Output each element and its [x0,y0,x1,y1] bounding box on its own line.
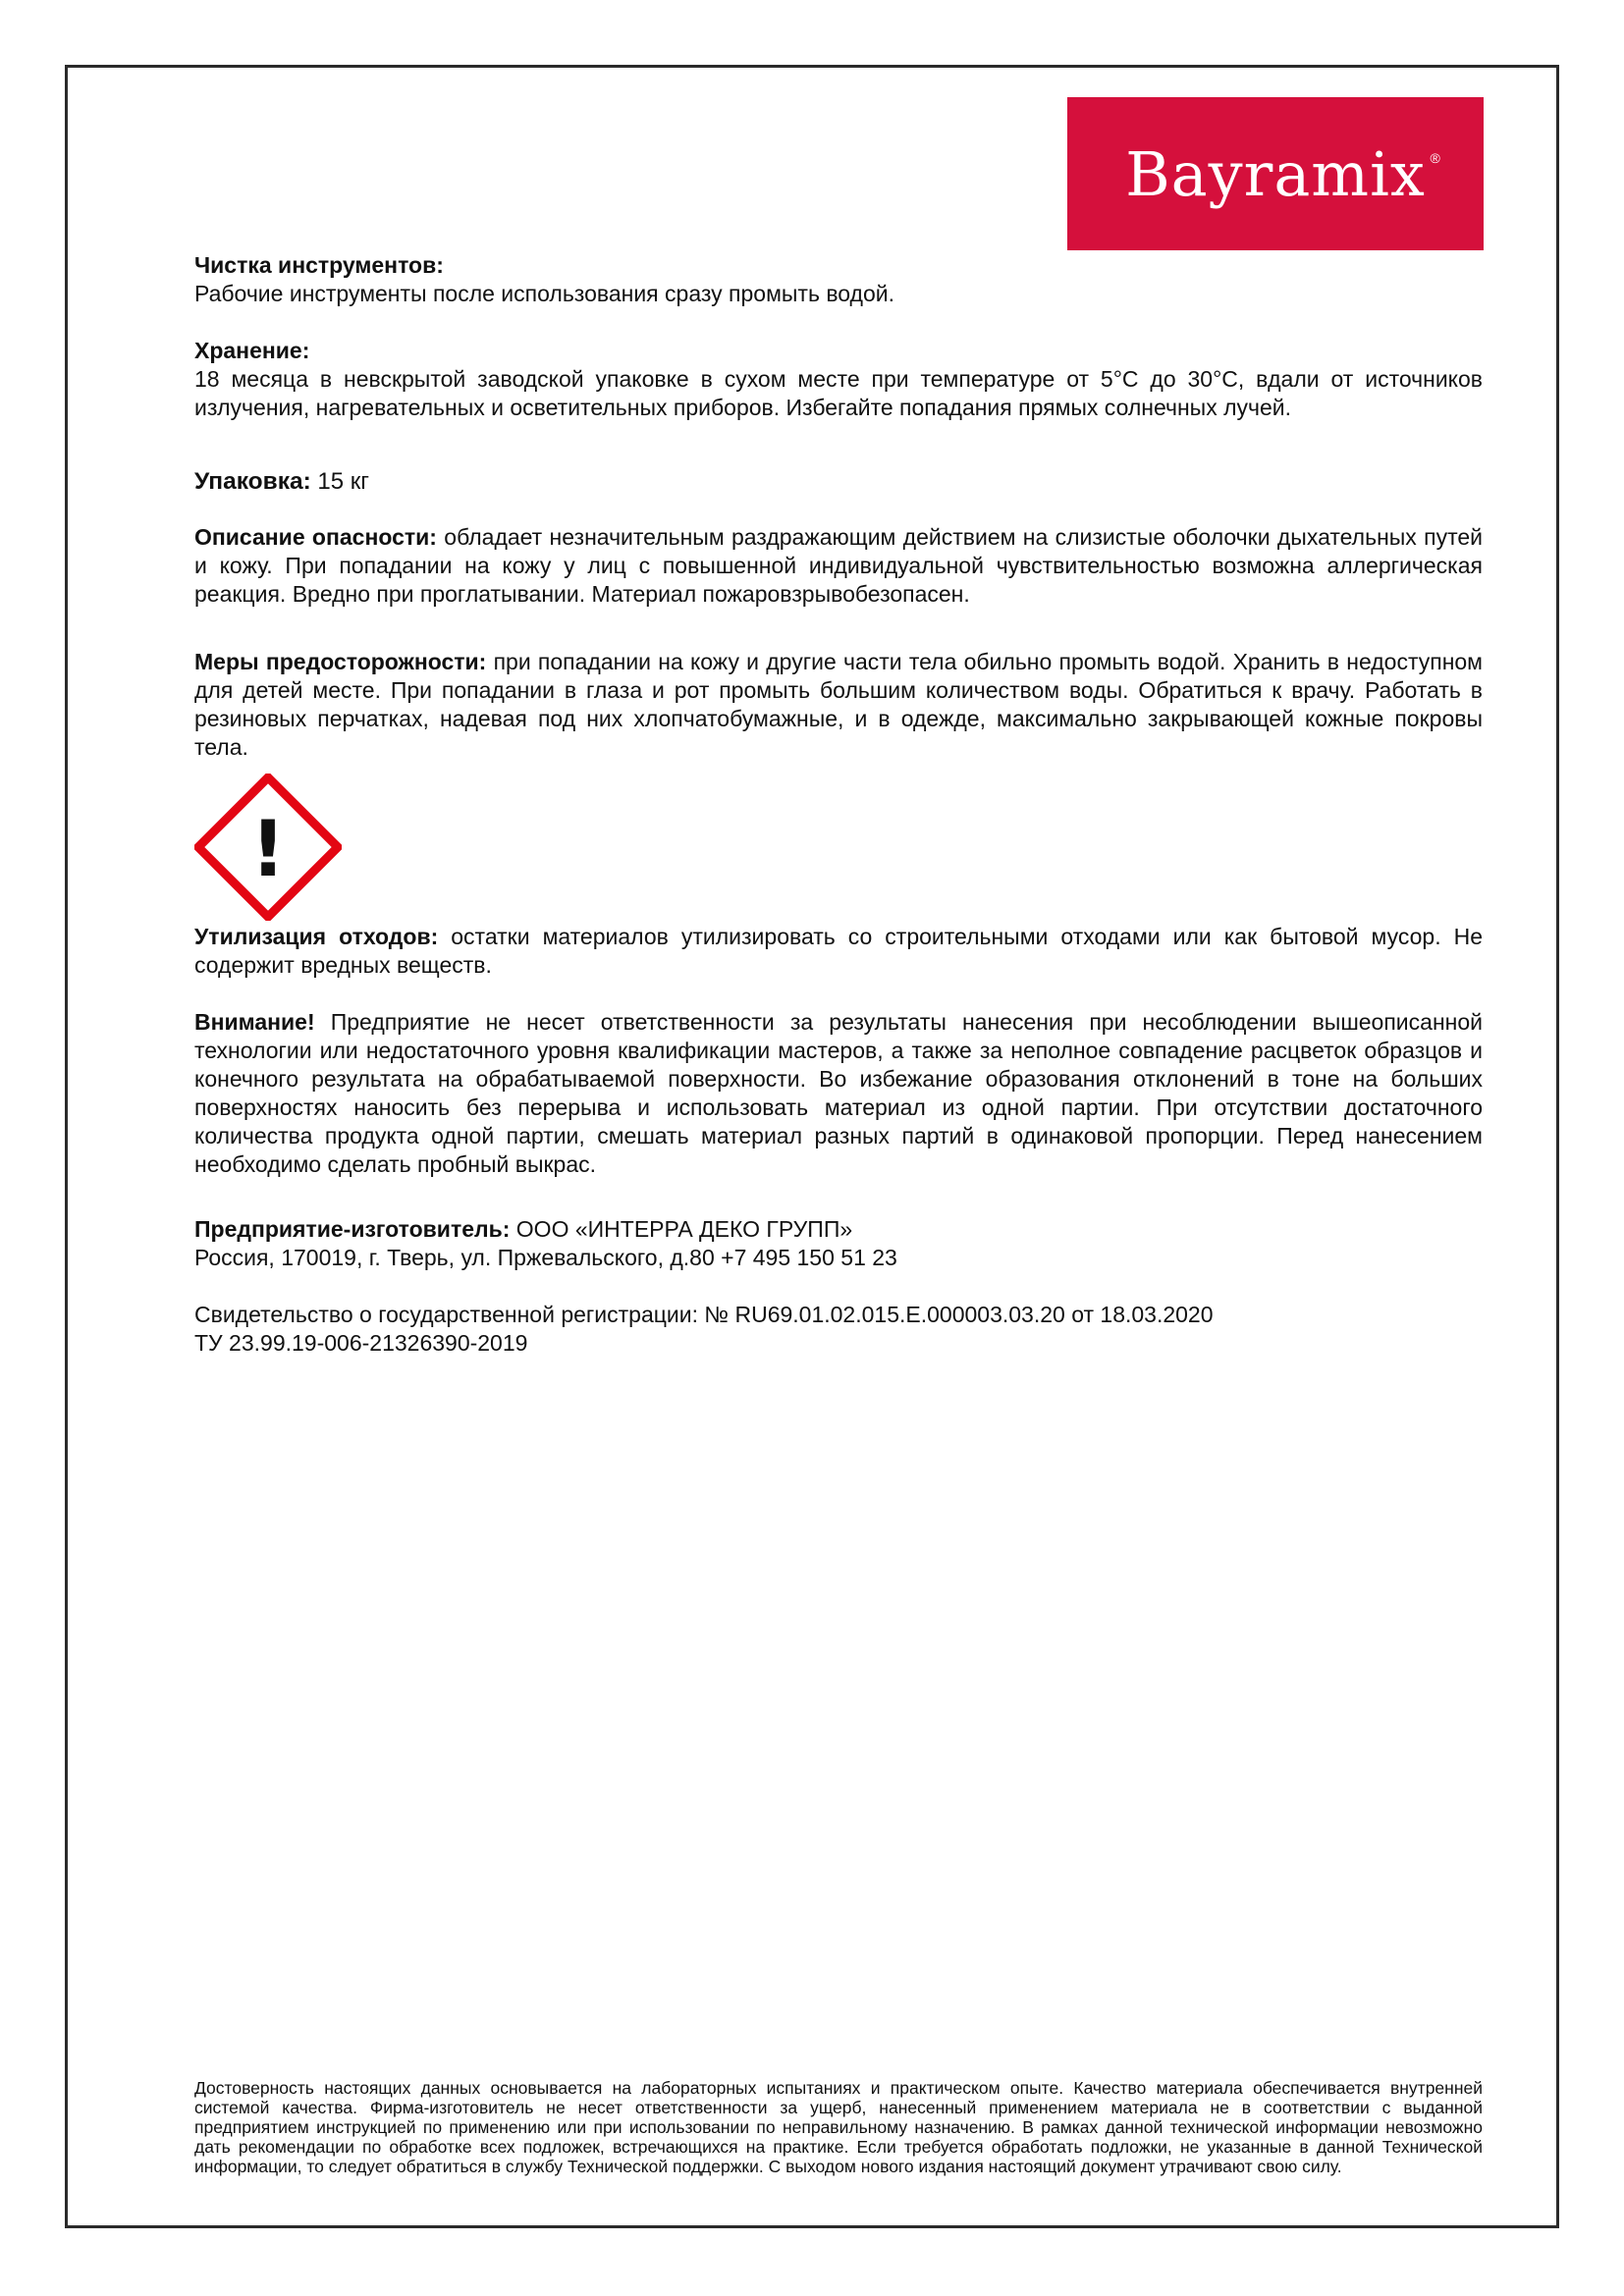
cleaning-section [194,251,1483,308]
storage-title: Хранение: [194,338,310,363]
hazard-description-text: обладает незначительным раздражающим действием на слизистые оболочки дыхательных путей и кожу. При попадании на кожу у лиц с повышенной индивидуальной чувствительностью возможна аллергическая реакция. Вредно при проглатывании. Материал пожаровзрывобезопасен. [194,524,1484,607]
cleaning-title: Чистка инструментов: [194,252,444,278]
disposal-label: Утилизация отходов: [194,924,439,949]
storage-section [194,337,1483,422]
registration-tu: ТУ 23.99.19-006-21326390-2019 [194,1330,528,1356]
footer-disclaimer: Достоверность настоящих данных основывается на лабораторных испытаниях и практическом опыте. Качество материала обеспечивается внутренней системой качества. Фирма-изготовитель не несет ответственности за ущерб, нанесенный применением материала не в соответствии с выданной предприятием инструкцией по применению или при использовании по неправильному назначению. В рамках данной технической информации невозможно дать рекомендации по обработке всех подложек, встречающихся на практике. Если требуется обработать подложки, не указанные в данной Технической информации, то следует обратиться в службу Технической поддержки. С выходом нового издания настоящий документ утрачивают свою силу. [194,2078,1483,2176]
precautions-text: при попадании на кожу и другие части тела обильно промыть водой. Хранить в недоступном для детей месте. При попадании в глаза и рот промыть большим количеством воды. Обратиться к врачу. Работать в резиновых перчатках, надевая под них хлопчатобумажные, и в одежде, максимально закрывающей кожные покровы тела. [194,649,1483,760]
precautions-label: Меры предосторожности: [194,649,487,674]
registration-section [194,1301,1483,1358]
manufacturer-label: Предприятие-изготовитель: [194,1216,511,1242]
ghs-exclamation-icon [194,774,342,921]
attention-label: Внимание! [194,1009,315,1035]
registered-mark: ® [1430,149,1441,166]
ghs-exclamation-symbol: ! [250,806,286,894]
brand-logo-text: Bayramix ® [1125,137,1441,210]
cleaning-text: Рабочие инструменты после использования сразу промыть водой. [194,281,895,306]
packaging-label: Упаковка: [194,468,311,495]
storage-text: 18 месяца в невскрытой заводской упаковке в сухом месте при температуре от 5°С до 30°С, вдали от источников излучения, нагревательных и осветительных приборов. Избегайте попадания прямых солнечных лучей. [194,366,1483,420]
packaging-section [194,467,1483,496]
hazard-description-section [194,523,1483,609]
manufacturer-section [194,1215,1483,1272]
brand-logo [1067,97,1484,250]
attention-text: Предприятие не несет ответственности за результаты нанесения при несоблюдении вышеописанной технологии или недостаточного уровня квалификации мастеров, а также за неполное совпадение расцветок образцов и конечного результата на обрабатываемой поверхности. Во избежание образования отклонений в тоне на больших поверхностях наносить без перерыва и использовать материал из одной партии. При отсутствии достаточного количества продукта одной партии, смешать материал разных партий в одинаковой пропорции. Перед нанесением необходимо сделать пробный выкрас. [194,1009,1483,1177]
document-body [194,251,1483,1358]
disposal-text: остатки материалов утилизировать со строительными отходами или как бытовой мусор. Не содержит вредных веществ. [194,924,1483,978]
precautions-section [194,648,1483,762]
manufacturer-name: ООО «ИНТЕРРА ДЕКО ГРУПП» [510,1216,853,1242]
hazard-description-label: Описание опасности: [194,524,437,550]
disposal-section [194,923,1483,980]
registration-certificate: Свидетельство о государственной регистрации: № RU69.01.02.015.Е.000003.03.20 от 18.03.2020 [194,1302,1214,1327]
manufacturer-address: Россия, 170019, г. Тверь, ул. Пржевальского, д.80 +7 495 150 51 23 [194,1245,897,1270]
manufacturer-line [194,1215,1483,1244]
packaging-value: 15 кг [310,468,370,495]
attention-section [194,1008,1483,1179]
